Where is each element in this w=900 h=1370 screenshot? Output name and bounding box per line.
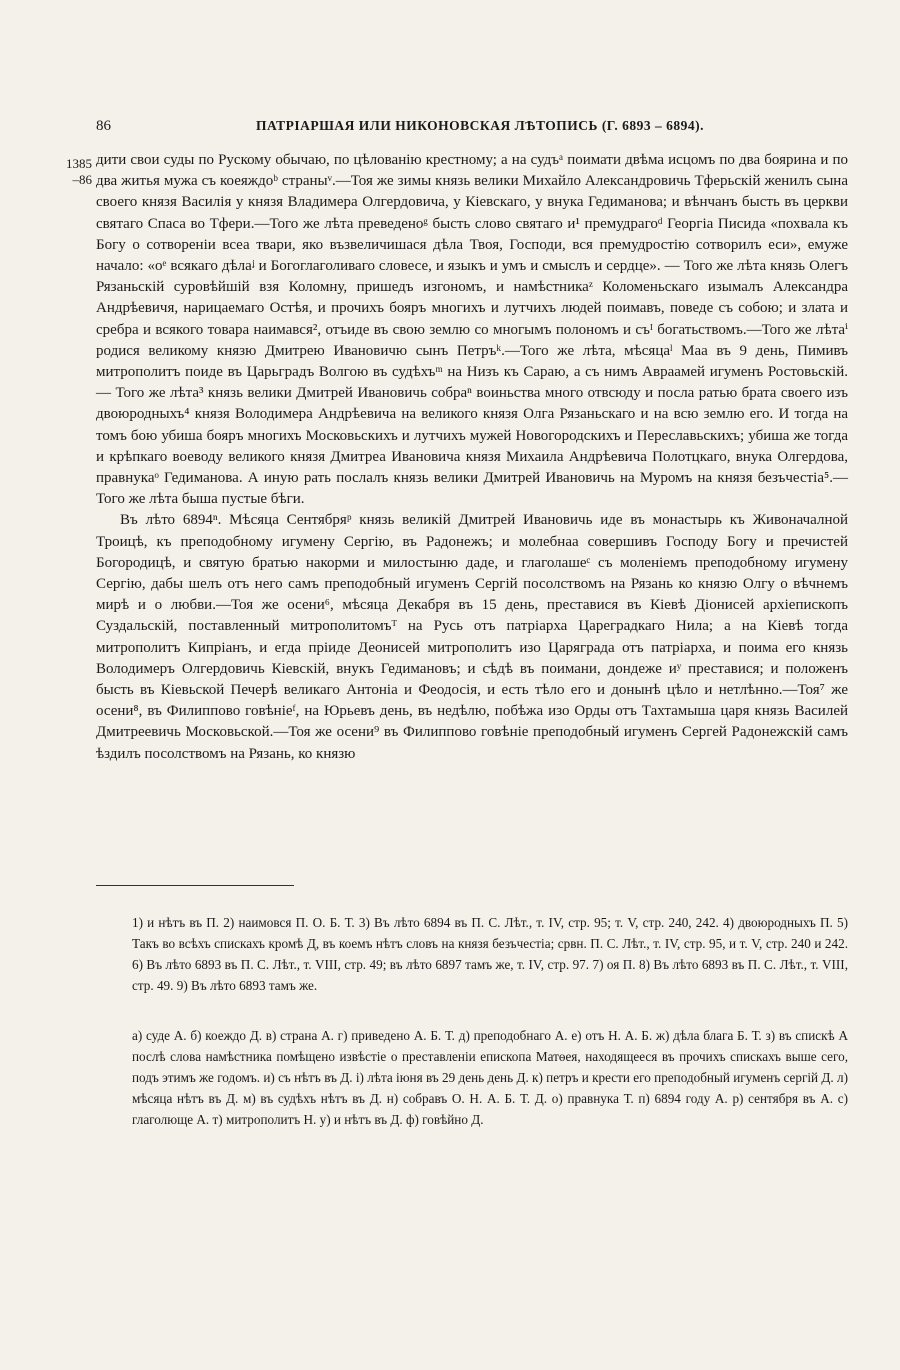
margin-year-top: 1385 [66, 156, 92, 171]
running-title: ПАТРІАРШАЯ ИЛИ НИКОНОВСКАЯ ЛѢТОПИСЬ (Г. 6893 – 6894). [256, 118, 704, 133]
footnote-divider [96, 885, 294, 886]
body-paragraph: Въ лѣто 6894ⁿ. Мѣсяца Сентябряᵖ князь великій Дмитрей Ивановичь иде въ монастырь къ Живоначалной Троицѣ, къ преподобному игумену Сергію, въ Радонежъ; и молебнаа совершивъ Господу Богу и пречистей Богородицѣ, и святую братью накорми и милостыню даде, и глаголашеᶜ съ моленіемъ преподобному игумену Сергію, дабы шелъ отъ него самъ преподобный игуменъ Сергій посолствомъ на Рязань ко князю Олгу о вѣчнемъ мирѣ и о любви.––Тоя же осени⁶, мѣсяца Декабря въ 15 день, преставися въ Кіевѣ Діонисей архіепископъ Суздальскій, поставленный митрополитомъᵀ на Русь отъ патріарха Цареградкаго Нила; а на Кіевѣ тогда митрополитъ Кипріанъ, и егда пріиде Деонисей митрополитъ изо Царяграда отъ патріарха, и поима его князь Володимеръ Олгердовичь Кіевскій, внукъ Гедимановъ; и сѣдѣ въ поимани, дондеже иʸ преставися; и положенъ бысть въ Кіевьской Печерѣ великаго Антоніа и Феодосія, и есть тѣло его и донынѣ цѣло и нетлѣнно.—Тоя⁷ же осени⁸, въ Филиппово говѣніеᶠ, на Юрьевъ день, въ недѣлю, побѣжа изо Орды отъ Тахтамыша царя князь Василей Дмитреевичь Московьской.—Тоя же осени⁹ въ Филиппово говѣніе преподобный игуменъ Сергей Радонежскій самъ ѣздилъ посолствомъ на Рязань, ко князю [96, 512, 848, 762]
margin-year-bottom: –86 [72, 172, 92, 187]
footnotes-alpha [132, 1025, 848, 1130]
page-number: 86 [96, 118, 111, 134]
body-paragraph: дити свои суды по Рускому обычаю, по цѣлованію крестному; а на судъᵃ поимати двѣма исцомъ по два боярина и по два житья мужа съ коеяждоᵇ страныᵛ.––Тоя же зимы князь велики Михайло Александровичь Тферьскій женилъ сына своего князя Василія у князя Владимера Олгердовича, у Кіевскаго, у внука Гедиманова; и вѣнчанъ бысть въ церкви святаго Спаса во Тфери.—Того же лѣта преведеноᵍ бысть слово святаго и¹ премудрагоᵈ Георгіа Писида «похвала къ Богу о сотвореніи всеа твари, яко възвеличишася дѣла Твоя, Господи, вся премудростію сотворилъ еси», емуже начало: «оᵉ всякаго дѣлаᶨ и Богоглаголиваго словесе, и языкъ и умъ и смыслъ и сердце». — Того же лѣта князь Олегъ Рязаньскій суровѣйшій взя Коломну, пришедъ изгономъ, и намѣстникаᶻ Коломеньскаго изымалъ Александра Андрѣевичя, нарицаемаго Остѣя, и прочихъ бояръ многихъ и лутчихъ людей поимавъ, поведе съ собою; и злата и сребра и всякого товара наимався², отъиде въ свою землю со многымъ полономъ и съᴵ богатьствомъ.—Того же лѣтаⁱ родися великому князю Дмитрею Ивановичю сынъ Петръᵏ.—Того же лѣта, мѣсяцаˡ Маа въ 9 день, Пимивъ митрополитъ поиде въ Царьградъ Волгою въ судѣхъᵐ на Низъ къ Сараю, а съ нимъ Авраамей игуменъ Ростовьскій. — Того же лѣта³ князь велики Дмитрей Ивановичь собраⁿ воиньства много отвсюду и посла ратью брата своего изъ двоюродныхъ⁴ князя Володимера Андрѣевича на великого князя Олга Рязаньскаго и на всю землю его. И тогда на томъ бою убиша бояръ многихъ Московьскихъ и лутчихъ мужей Новогородскихъ и Переславьскихъ; убиша же тогда и крѣпкаго воеводу великого князя Дмитреа Ивановича князя Михаила Андрѣевича Полотцкаго, внука Олгердова, правнукаᵒ Гедиманова. А иную рать послалъ князь велики Дмитрей Ивановичь на Муромъ на князя безъчестіа⁵.—Того же лѣта быша пустые бѣги. [96, 152, 848, 508]
page-header [96, 118, 846, 140]
footnotes-alpha-text: а) суде А. б) коеждо Д. в) страна А. г) приведено А. Б. Т. д) преподобнаго А. е) отъ Н. А. Б. ж) дѣла блага Б. Т. з) въ спискѣ А послѣ слова намѣстника помѣщено извѣстіе о преставленіи епископа Матѳея, находящееся въ прочихъ спискахъ выше сего, подъ этимъ же годомъ. и) съ нѣтъ въ Д. і) лѣта іюня въ 29 день день Д. к) петръ и крести его преподобный игуменъ сергій Д. л) мѣсяца нѣтъ въ Д. м) въ судѣхъ нѣтъ въ Д. н) собравъ О. Н. А. Б. Т. Д. о) правнука Т. п) 6894 году А. р) сентября въ А. с) глаголюще А. т) митрополитъ Н. у) и нѣтъ въ Д. ф) говѣйно Д. [132, 1028, 848, 1127]
footnotes-numeric [132, 912, 848, 996]
margin-year-note [62, 156, 92, 188]
footnotes-numeric-text: 1) и нѣтъ въ П. 2) наимовся П. О. Б. Т. 3) Въ лѣто 6894 въ П. С. Лѣт., т. IV, стр. 95; т. V, стр. 240, 242. 4) двоюродныхъ П. 5) Такъ во всѣхъ спискахъ кромѣ Д, въ коемъ нѣтъ словъ на князя безъчестіа; срвн. П. С. Лѣт., т. IV, стр. 95, и т. V, стр. 240 и 242. 6) Въ лѣто 6893 въ П. С. Лѣт., т. VIII, стр. 49; въ лѣто 6897 тамъ же, т. IV, стр. 97. 7) оя П. 8) Въ лѣто 6893 въ П. С. Лѣт., т. VIII, стр. 49. 9) Въ лѣто 6893 тамъ же. [132, 915, 848, 993]
main-text [96, 150, 848, 765]
